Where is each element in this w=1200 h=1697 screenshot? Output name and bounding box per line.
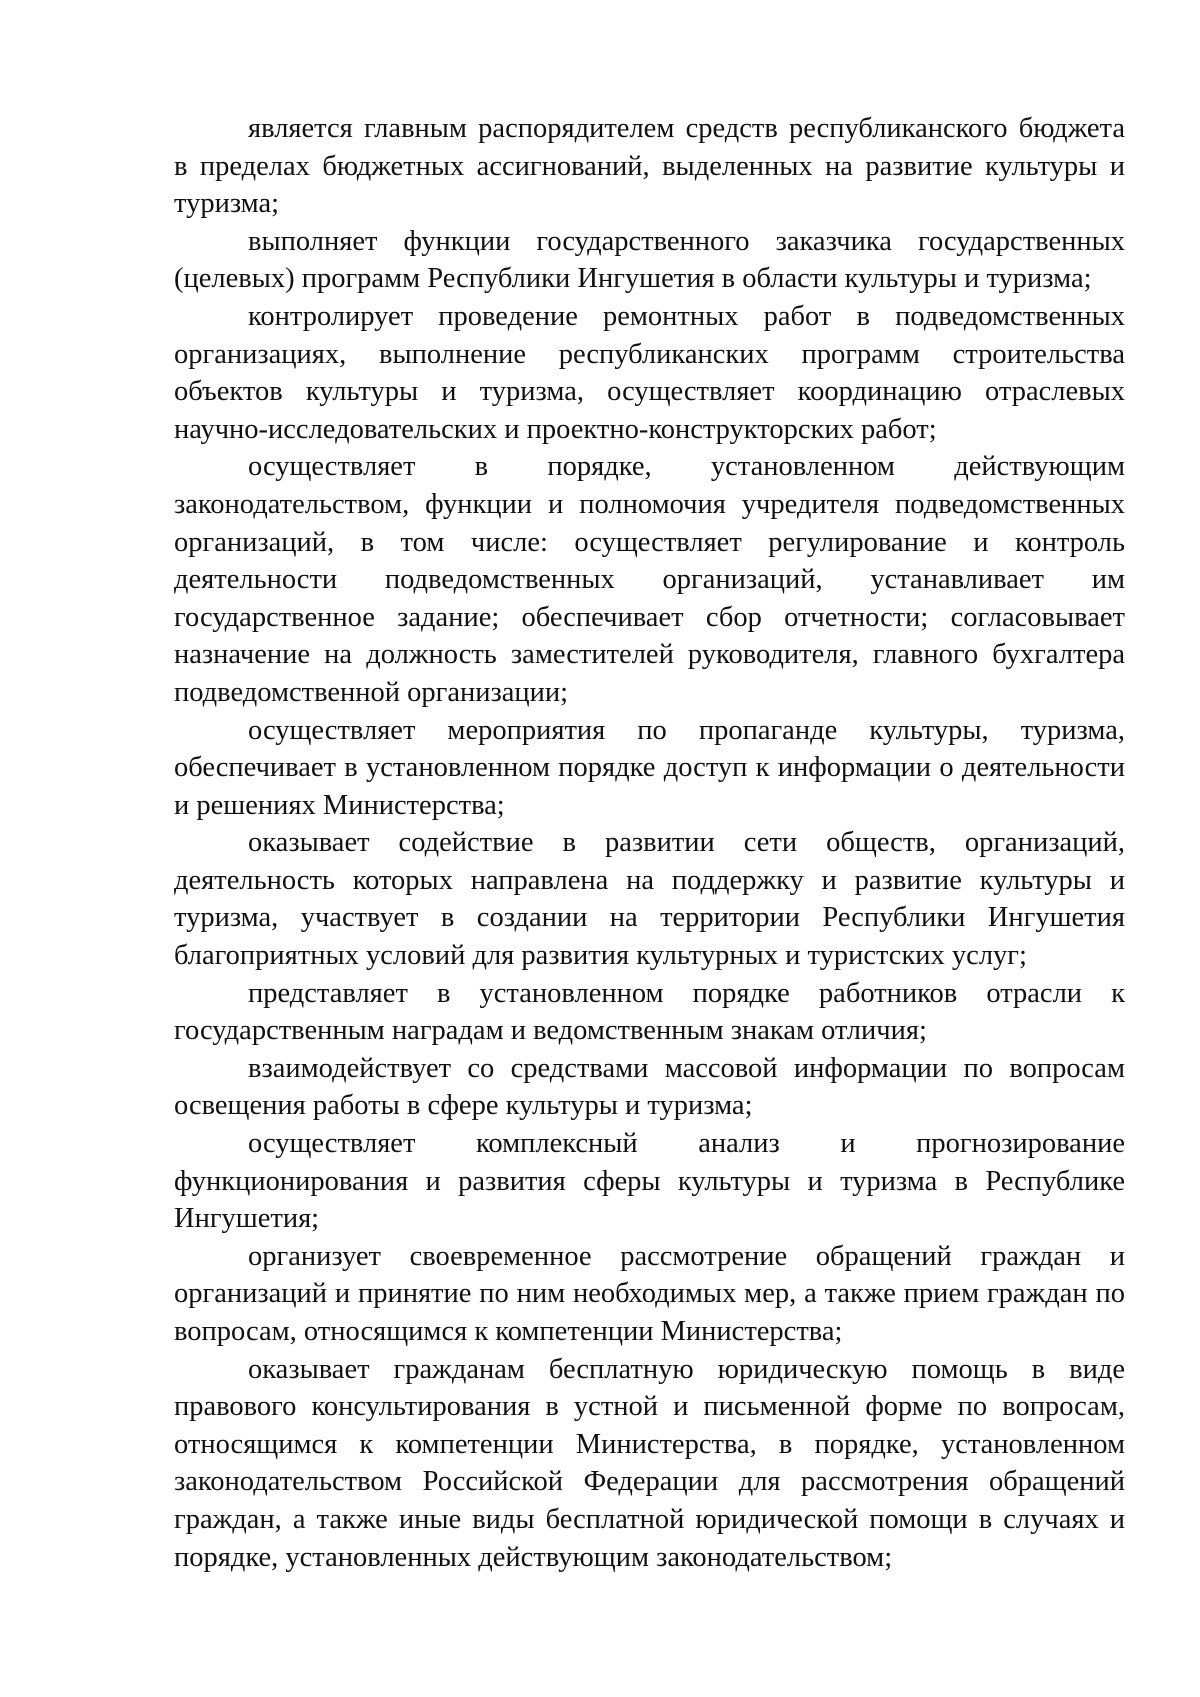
paragraph: осуществляет комплексный анализ и прогнозирование функционирования и развития сферы культуры и туризма в Республике Ингушетия; bbox=[174, 1128, 1125, 1235]
paragraph: организует своевременное рассмотрение обращений граждан и организаций и принятие по ним необходимых мер, а также прием граждан по вопросам, относящимся к компетенции Министерства; bbox=[174, 1240, 1125, 1347]
paragraph: оказывает гражданам бесплатную юридическую помощь в виде правового консультирования в устной и письменной форме по вопросам, относящимся к компетенции Министерства, в порядке, установленном законодательством Российской Федерации для рассмотрения обращений граждан, а также иные виды бесплатной юридической помощи в случаях и порядке, установленных действующим законодательством; bbox=[174, 1353, 1125, 1573]
paragraph: представляет в установленном порядке работников отрасли к государственным наградам и ведомственным знакам отличия; bbox=[174, 977, 1125, 1047]
paragraph: осуществляет мероприятия по пропаганде культуры, туризма, обеспечивает в установленном порядке доступ к информации о деятельности и решениях Министерства; bbox=[174, 714, 1125, 821]
paragraph: оказывает содействие в развитии сети обществ, организаций, деятельность которых направлена на поддержку и развитие культуры и туризма, участвует в создании на территории Республики Ингушетия благоприятных условий для развития культурных и туристских услуг; bbox=[174, 827, 1125, 972]
paragraph: выполняет функции государственного заказчика государственных (целевых) программ Республики Ингушетия в области культуры и туризма; bbox=[174, 225, 1125, 295]
paragraph: осуществляет в порядке, установленном действующим законодательством, функции и полномочия учредителя подведомственных организаций, в том числе: осуществляет регулирование и контроль деятельности подведомственных организаций, устанавливает им государственное задание; обеспечивает сбор отчетности; согласовывает назначение на должность заместителей руководителя, главного бухгалтера подведомственной организации; bbox=[174, 451, 1125, 708]
paragraph: является главным распорядителем средств республиканского бюджета в пределах бюджетных ассигнований, выделенных на развитие культуры и туризма; bbox=[174, 113, 1125, 220]
paragraph: взаимодействует со средствами массовой информации по вопросам освещения работы в сфере культуры и туризма; bbox=[174, 1052, 1125, 1122]
paragraph: контролирует проведение ремонтных работ в подведомственных организациях, выполнение республиканских программ строительства объектов культуры и туризма, осуществляет координацию отраслевых научно-исследовательских и проектно-конструкторских работ; bbox=[174, 300, 1125, 445]
document-body bbox=[174, 110, 1125, 1576]
